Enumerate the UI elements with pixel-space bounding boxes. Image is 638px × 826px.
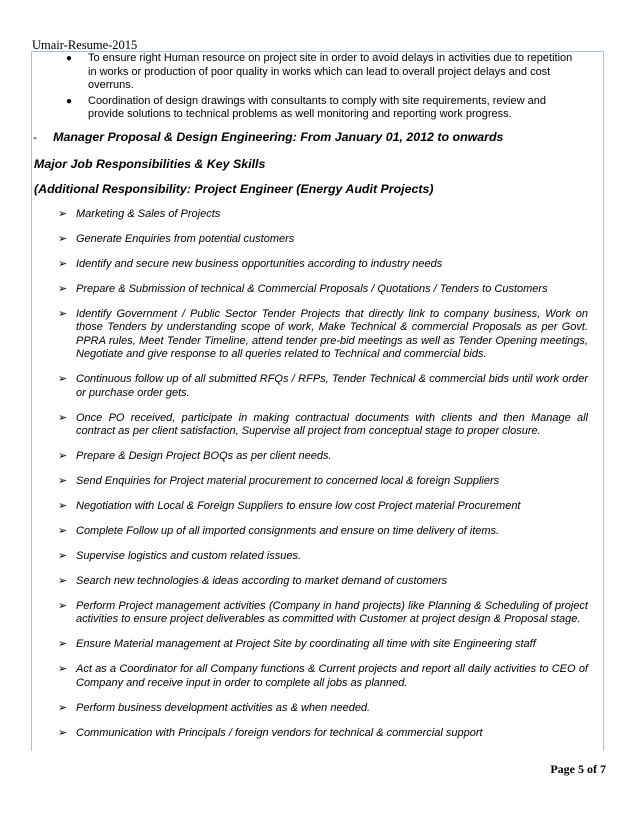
- list-item: [52, 450, 588, 463]
- list-item-text: Prepare & Submission of technical & Commercial Proposals / Quotations / Tenders to Customers: [76, 283, 548, 295]
- list-item-text: Search new technologies & ideas according to market demand of customers: [76, 575, 448, 588]
- list-item-text: Send Enquiries for Project material procurement to concerned local & foreign Suppliers: [76, 475, 500, 488]
- arrow-bullet-icon: ➢: [58, 283, 68, 295]
- list-item: [52, 308, 588, 362]
- list-item-text: Prepare & Design Project BOQs as per client needs.: [76, 450, 332, 463]
- responsibilities-heading: Major Job Responsibilities & Key Skills: [34, 157, 266, 171]
- arrow-bullet-icon: ➢: [58, 550, 68, 563]
- arrow-bullet-icon: ➢: [58, 208, 68, 220]
- arrow-bullet-icon: ➢: [58, 663, 68, 676]
- arrow-bullet-icon: ➢: [58, 373, 68, 386]
- list-item: [52, 475, 588, 488]
- dash-marker: -: [33, 130, 38, 144]
- arrow-bullet-icon: ➢: [58, 726, 68, 739]
- arrow-bullet-icon: ➢: [58, 450, 68, 463]
- page-number: Page 5 of 7: [550, 762, 606, 776]
- list-item-text: Perform business development activities as & when needed.: [76, 701, 371, 714]
- list-item-text: Ensure Material management at Project Site by coordinating all time with site Engineering staff: [76, 638, 536, 651]
- list-item: [52, 638, 588, 651]
- list-item-text: Identify and secure new business opportunities according to industry needs: [76, 258, 443, 270]
- list-item: [52, 412, 588, 439]
- list-item-text: Once PO received, participate in making contractual documents with clients and then Manage all contract as per client satisfaction, Supervise all project from conceptual stage to proper closure.: [76, 411, 588, 438]
- list-item-text: Act as a Coordinator for all Company functions & Current projects and report all daily activities to CEO of Company and receive input in order to complete all jobs as planned.: [76, 663, 588, 689]
- list-item: [52, 500, 588, 513]
- list-item-text: Negotiation with Local & Foreign Suppliers to ensure low cost Project material Procurement: [76, 500, 521, 513]
- list-item-text: Marketing & Sales of Projects: [76, 208, 221, 220]
- list-item: [52, 258, 588, 271]
- arrow-bullet-icon: ➢: [58, 500, 68, 513]
- arrow-bullet-icon: ➢: [58, 308, 68, 320]
- responsibility-list: [52, 208, 588, 752]
- list-item: [52, 373, 588, 400]
- arrow-bullet-icon: ➢: [58, 575, 68, 588]
- dot-bullet-list: [64, 52, 580, 124]
- list-item: [52, 525, 588, 538]
- list-item-text: Supervise logistics and custom related issues.: [76, 550, 301, 563]
- arrow-bullet-icon: ➢: [58, 701, 68, 714]
- list-item: [64, 52, 580, 93]
- list-item-text: Communication with Principals / foreign vendors for technical & commercial support: [76, 726, 483, 739]
- list-item: [52, 600, 588, 627]
- list-item: [52, 727, 588, 740]
- document-header: Umair-Resume-2015: [32, 38, 138, 52]
- position-title: [33, 130, 603, 144]
- list-item-text: Coordination of design drawings with consultants to comply with site requirements, review and provide solutions to technical problems as well monitoring and reporting work progress.: [88, 94, 546, 120]
- list-item: [52, 663, 588, 690]
- list-item-text: Generate Enquiries from potential customers: [76, 233, 295, 245]
- arrow-bullet-icon: ➢: [58, 475, 68, 488]
- list-item: [64, 95, 580, 122]
- additional-responsibility-heading: (Additional Responsibility: Project Engineer (Energy Audit Projects): [34, 182, 434, 196]
- arrow-bullet-icon: ➢: [58, 600, 68, 613]
- position-title-text: Manager Proposal & Design Engineering: From January 01, 2012 to onwards: [53, 130, 504, 144]
- bullet-dot-icon: ●: [66, 53, 73, 64]
- arrow-bullet-icon: ➢: [58, 638, 68, 651]
- arrow-bullet-icon: ➢: [58, 525, 68, 538]
- list-item-text: To ensure right Human resource on project site in order to avoid delays in activities due to repetition in works or production of poor quality in works which can lead to overall project delays and cost overruns.: [88, 52, 573, 91]
- list-item-text: Complete Follow up of all imported consignments and ensure on time delivery of items.: [76, 525, 500, 538]
- list-item: [52, 702, 588, 715]
- list-item: [52, 208, 588, 221]
- list-item: [52, 283, 588, 296]
- arrow-bullet-icon: ➢: [58, 258, 68, 270]
- list-item-text: Continuous follow up of all submitted RFQs / RFPs, Tender Technical & commercial bids until work order or purchase order gets.: [76, 373, 588, 399]
- list-item: [52, 233, 588, 246]
- bullet-dot-icon: ●: [66, 95, 73, 107]
- list-item: [52, 550, 588, 563]
- arrow-bullet-icon: ➢: [58, 233, 68, 245]
- list-item-text: Perform Project management activities (Company in hand projects) like Planning & Scheduling of project activities to ensure project deliverables as committed with Customer at project design & Proposal stage.: [76, 600, 588, 626]
- list-item: [52, 575, 588, 588]
- arrow-bullet-icon: ➢: [58, 411, 68, 424]
- list-item-text: Identify Government / Public Sector Tender Projects that directly link to company business, Work on those Tenders by understanding scope of work, Make Technical & commercial Proposals as per Govt. PPRA rules, Meet Tender Timeline, attend tender pre-bid meetings as well as Tender Opening meetings, Negotiate and give response to all queries related to Technical and commercial bids.: [76, 308, 588, 361]
